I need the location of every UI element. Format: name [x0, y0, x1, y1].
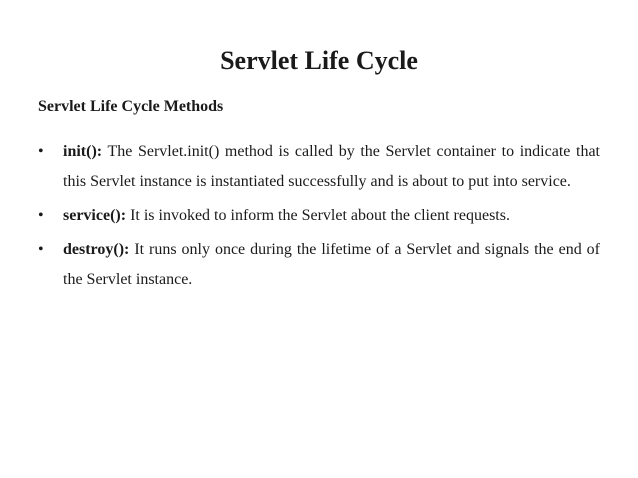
bullet-item-init	[38, 137, 600, 197]
method-name-init: init():	[63, 143, 103, 160]
slide-title: Servlet Life Cycle	[220, 46, 418, 75]
bullet-icon: •	[38, 143, 44, 160]
method-name-service: service():	[63, 207, 127, 224]
bullet-icon: •	[38, 241, 44, 258]
method-name-destroy: destroy():	[63, 241, 130, 258]
bullet-icon: •	[38, 207, 44, 224]
method-description-destroy: It runs only once during the lifetime of a Servlet and signals the end of the Servlet instance.	[63, 241, 600, 288]
slide-subtitle: Servlet Life Cycle Methods	[38, 98, 224, 115]
bullet-list	[38, 137, 600, 299]
bullet-item-service	[38, 201, 600, 231]
method-description-init: The Servlet.init() method is called by the Servlet container to indicate that this Servlet instance is instantiated successfully and is about to put into service.	[63, 143, 600, 190]
method-description-service: It is invoked to inform the Servlet about the client requests.	[126, 207, 510, 224]
bullet-item-destroy	[38, 235, 600, 295]
